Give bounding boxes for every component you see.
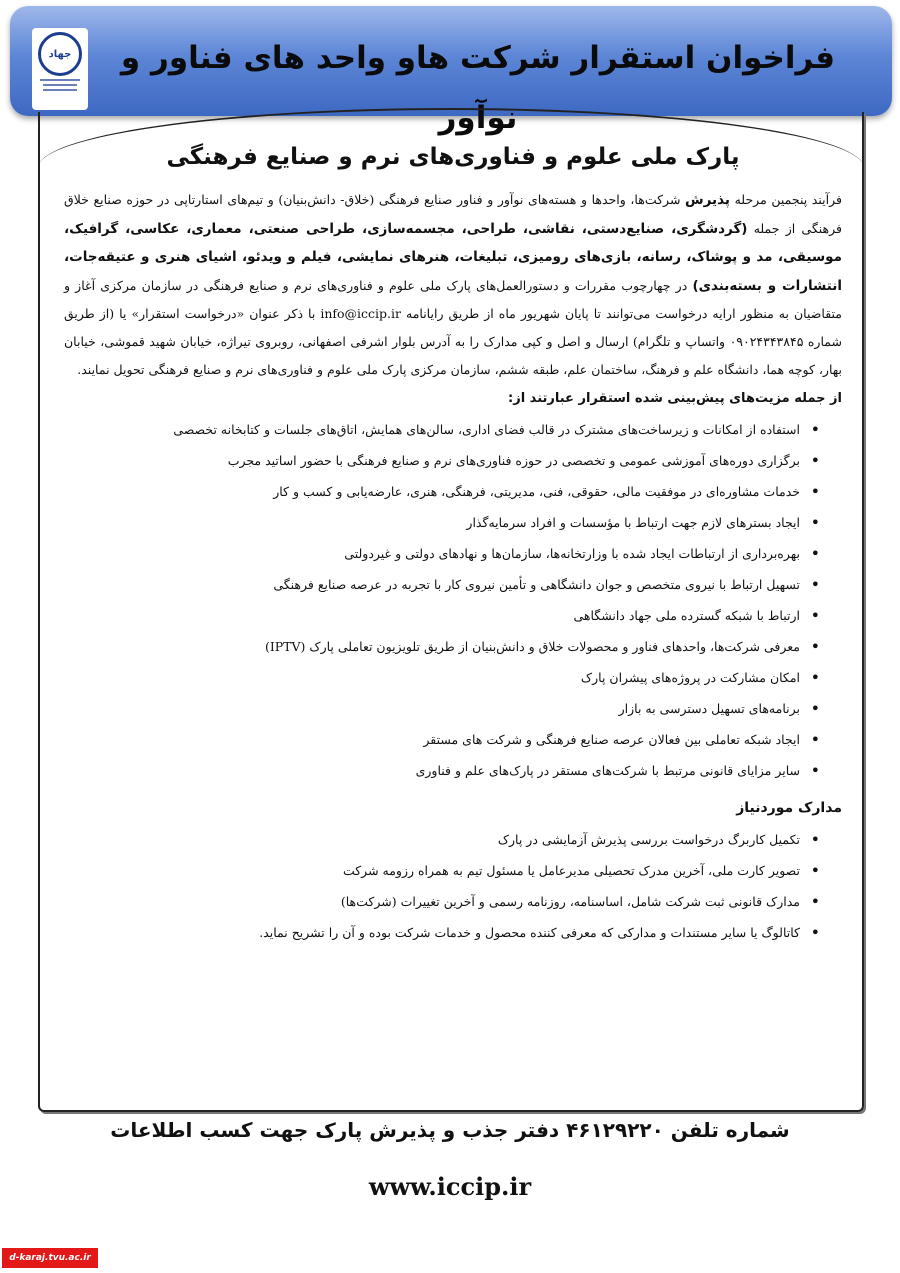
logo-caption-line: [43, 84, 77, 86]
list-item: • تکمیل کاربرگ درخواست بررسی پذیرش آزمایشی در پارک: [60, 824, 820, 855]
list-item: • ایجاد شبکه تعاملی بین فعالان عرصه صنایع فرهنگی و شرکت های مستقر: [60, 724, 820, 755]
jahad-university-seal-icon: [38, 32, 82, 76]
page-subtitle: پارک ملی علوم و فناوری‌های نرم و صنایع فرهنگی: [166, 144, 740, 170]
logo: [32, 28, 88, 110]
list-item: • تصویر کارت ملی، آخرین مدرک تحصیلی مدیرعامل یا مسئول تیم به همراه رزومه شرکت: [60, 855, 820, 886]
benefits-heading: از جمله مزیت‌های پیش‌بینی شده استقرار عبارتند از:: [508, 391, 842, 407]
main-content: [60, 140, 846, 948]
logo-caption-line: [43, 89, 77, 91]
intro-paragraph: [60, 186, 846, 383]
list-item: • برنامه‌های تسهیل دسترسی به بازار: [60, 693, 820, 724]
website-link[interactable]: www.iccip.ir: [368, 1172, 532, 1201]
logo-label: جهاد: [48, 48, 72, 60]
list-item: • ارتباط با شبکه گسترده ملی جهاد دانشگاهی: [60, 600, 820, 631]
intro-bold-2: (گردشگری، صنایع‌دستی، نقاشی، طراحی، مجسمه‌سازی، طراحی صنعتی، معماری، عکاسی، گرافیک، موسیقی، مد و پوشاک، رسانه، بازی‌های رومیزی، تبلیغات، هنرهای نمایشی، فیلم و ویدئو، اشیای هنری و عتیقه‌جات، انتشارات و بسته‌بندی): [64, 220, 842, 294]
intro-text-2: شرکت‌ها، واحدها و هسته‌های نوآور و فناور صنایع فرهنگی (خلاق- دانش‌بنیان) و تیم‌های استارتاپی در حوزه صنایع خلاق فرهنگی از جمله: [64, 192, 842, 236]
list-item: • ایجاد بسترهای لازم جهت ارتباط با مؤسسات و افراد سرمایه‌گذار: [60, 507, 820, 538]
list-item: • امکان مشارکت در پروژه‌های پیشران پارک: [60, 662, 820, 693]
list-item: • کاتالوگ یا سایر مستندات و مدارکی که معرفی کننده محصول و خدمات شرکت بوده و آن را تشریح نماید.: [60, 917, 820, 948]
header-banner: [10, 6, 892, 136]
list-item: • مدارک قانونی ثبت شرکت شامل، اساسنامه، روزنامه رسمی و آخرین تغییرات (شرکت‌ها): [60, 886, 820, 917]
list-item: • برگزاری دوره‌های آموزشی عمومی و تخصصی در حوزه فناوری‌های نرم و صنایع فرهنگی با حضور اساتید مجرب: [60, 445, 820, 476]
list-item: • خدمات مشاوره‌ای در موفقیت مالی، حقوقی، فنی، مدیریتی، فرهنگی، هنری، عارضه‌یابی و کسب و کار: [60, 476, 820, 507]
banner-title: فراخوان استقرار شرکت هاو واحد های فناور و نوآور: [120, 40, 836, 136]
documents-heading: مدارک موردنیاز: [736, 800, 842, 817]
logo-caption-line: [40, 79, 80, 81]
benefits-list: [60, 414, 846, 786]
intro-text-1: فرآیند پنجمین مرحله: [734, 192, 842, 207]
list-item: • معرفی شرکت‌ها، واحدهای فناور و محصولات خلاق و دانش‌بنیان از طریق تلویزیون تعاملی پارک (IPTV): [60, 631, 820, 662]
footer-badge[interactable]: d-karaj.tvu.ac.ir: [2, 1248, 98, 1268]
list-item: • سایر مزایای قانونی مرتبط با شرکت‌های مستقر در پارک‌های علم و فناوری: [60, 755, 820, 786]
intro-text-3: در چهارچوب مقررات و دستورالعمل‌های پارک ملی علوم و فناوری‌های نرم و صنایع فرهنگی در سازمان مرکزی آغاز و متقاضیان به منظور ارایه درخواست می‌توانند تا پایان شهریور ماه از طریق رایانامه info@iccip.ir با ذکر عنوان «درخواست استقرار» یا (از طریق شماره ۰۹۰۲۴۳۴۳۸۴۵ واتساپ و تلگرام) ارسال و اصل و کپی مدارک را به آدرس بلوار اشرفی اصفهانی، روبروی تیراژه، خیابان شهید قموشی، خیابان بهار، کوچه هما، دانشگاه علم و فرهنگ، ساختمان علم، طبقه ششم، سازمان مرکزی پارک ملی علوم و فناوری‌های نرم و صنایع فرهنگی تحویل نمایند.: [64, 277, 842, 377]
list-item: • تسهیل ارتباط با نیروی متخصص و جوان دانشگاهی و تأمین نیروی کار با تجربه در عرصه صنایع فرهنگی: [60, 569, 820, 600]
phone-line: شماره تلفن ۴۶۱۲۹۲۲۰ دفتر جذب و پذیرش پارک جهت کسب اطلاعات: [110, 1118, 790, 1142]
list-item: • بهره‌برداری از ارتباطات ایجاد شده با وزارتخانه‌ها، سازمان‌ها و نهادهای دولتی و غیردولتی: [60, 538, 820, 569]
list-item: • استفاده از امکانات و زیرساخت‌های مشترک در قالب فضای اداری، سالن‌های همایش، اتاق‌های جلسات و کتابخانه تخصصی: [60, 414, 820, 445]
documents-list: [60, 824, 846, 948]
intro-bold-1: پذیرش: [685, 192, 730, 208]
